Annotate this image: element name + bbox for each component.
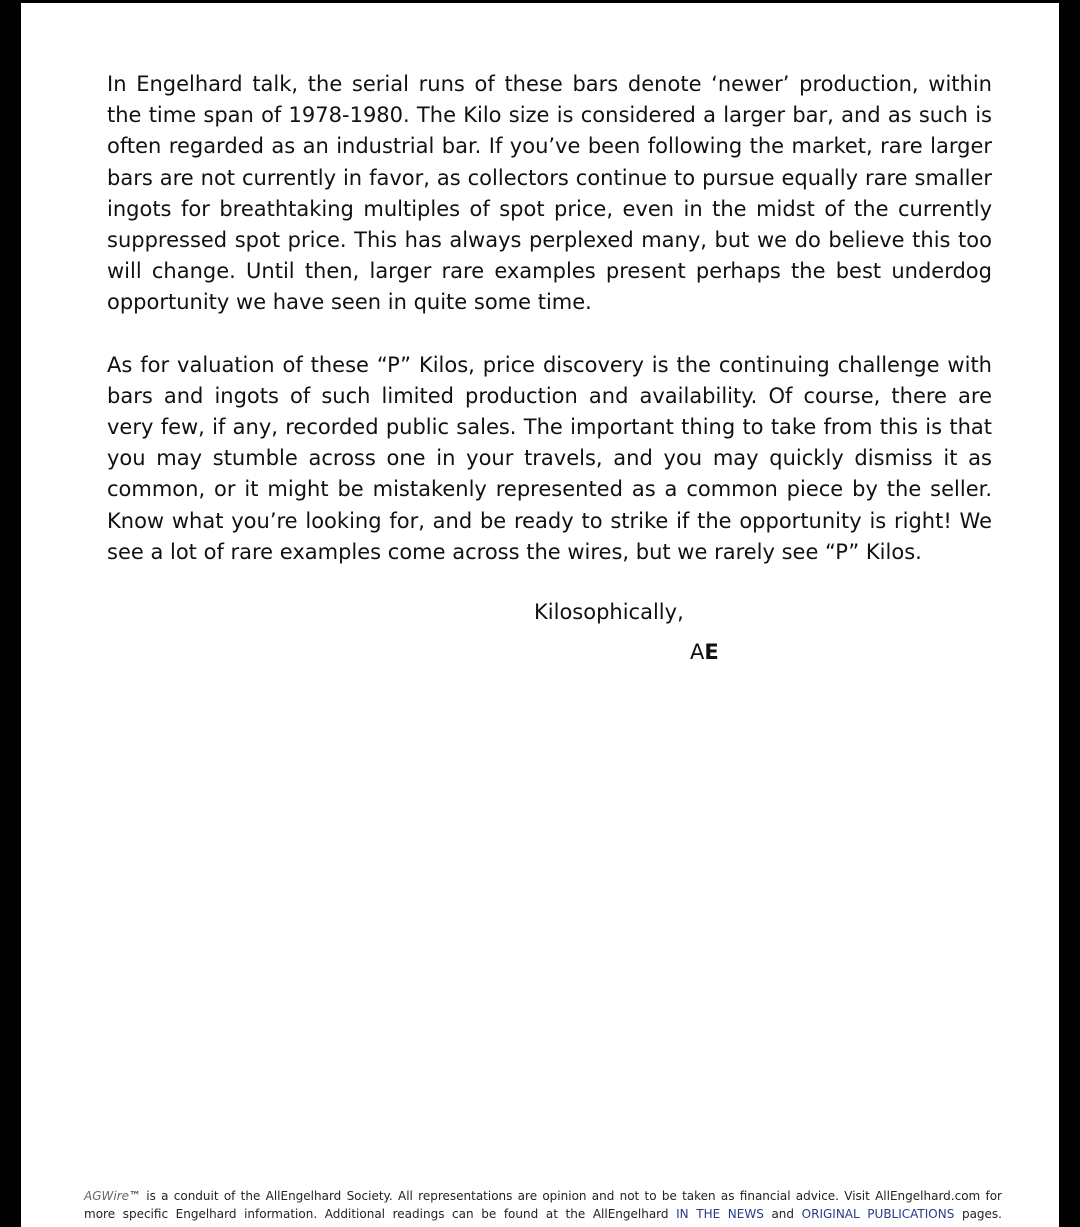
- footer-line-2: [84, 1205, 1002, 1223]
- signature-e: E: [704, 640, 719, 664]
- paragraph-2: As for valuation of these “P” Kilos, price discovery is the continuing challenge with bars and ingots of such limited production and availability. Of course, there are very few, if any, recorded public sales. The important thing to take from this is that you may stumble across one in your travels, and you may quickly dismiss it as common, or it might be mistakenly represented as a common piece by the seller. Know what you’re looking for, and be ready to strike if the opportunity is right! We see a lot of rare examples come across the wires, but we rarely see “P” Kilos.: [107, 352, 992, 564]
- paragraph-1: In Engelhard talk, the serial runs of these bars denote ‘newer’ production, within the time span of 1978-1980. The Kilo size is considered a larger bar, and as such is often regarded as an industrial bar. If you’ve been following the market, rare larger bars are not currently in favor, as collectors continue to pursue equally rare smaller ingots for breathtaking multiples of spot price, even in the midst of the currently suppressed spot price. This has always perplexed many, but we do believe this too will change. Until then, larger rare examples present perhaps the best underdog opportunity we have seen in quite some time.: [107, 72, 992, 315]
- body-text: [107, 69, 992, 599]
- footer-line1-text: is a conduit of the AllEngelhard Society. All representations are opinion and not to be taken as financial advice. Visit AllEngelhard.com for: [141, 1189, 1002, 1203]
- footer-brand-ag: AG: [84, 1189, 102, 1203]
- document-page: [21, 3, 1059, 1227]
- footer-and: and: [763, 1207, 802, 1221]
- footer-line-1: [84, 1187, 1002, 1205]
- in-the-news-link[interactable]: IN THE NEWS: [676, 1207, 764, 1221]
- closing-salutation: Kilosophically,: [534, 600, 684, 624]
- footer-brand-wire: Wire: [101, 1189, 130, 1203]
- signature-a: A: [690, 640, 705, 664]
- signature: [690, 640, 719, 664]
- footer-line2-end: pages.: [954, 1207, 1002, 1221]
- footer-line2-text: more specific Engelhard information. Additional readings can be found at the AllEngelhard: [84, 1207, 677, 1221]
- footer-disclaimer: [84, 1187, 1002, 1223]
- original-publications-link[interactable]: ORIGINAL PUBLICATIONS: [801, 1207, 955, 1221]
- footer-tm: ™: [129, 1189, 142, 1203]
